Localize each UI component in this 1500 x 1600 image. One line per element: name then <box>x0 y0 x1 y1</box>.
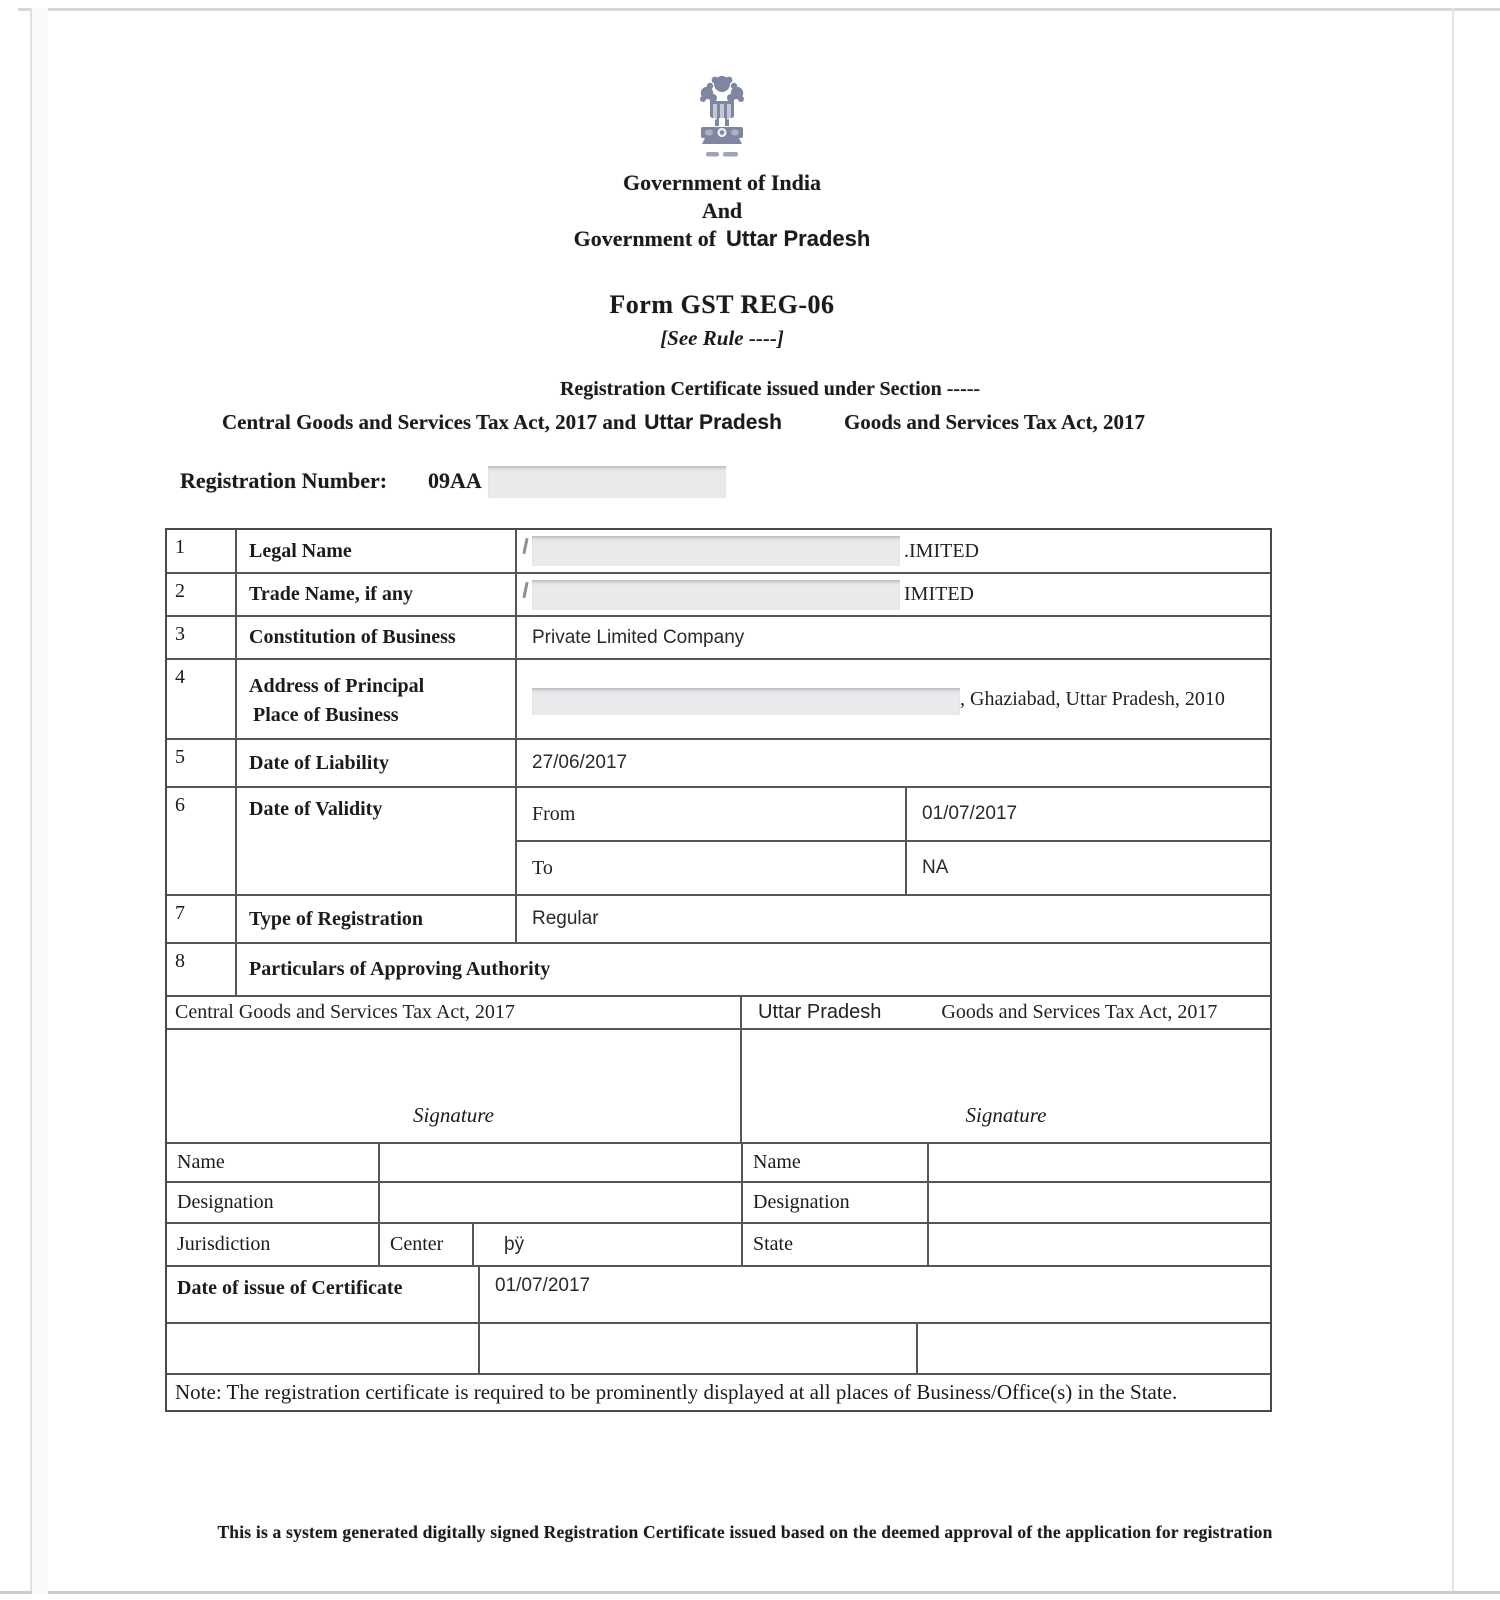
jurisdiction-center-value <box>474 1224 743 1265</box>
row-number: 1 <box>167 530 237 572</box>
empty-cell <box>167 1324 480 1373</box>
certificate-issued-line: Registration Certificate issued under Section ----- <box>559 378 981 400</box>
gov-of-state-title <box>0 226 1444 252</box>
validity-to-row <box>517 842 1270 894</box>
name-right-value <box>929 1144 1270 1181</box>
date-of-liability-value <box>517 740 1270 786</box>
act-left-text: Central Goods and Services Tax Act, 2017 and <box>222 410 637 434</box>
jurisdiction-label: Jurisdiction <box>167 1224 380 1265</box>
designation-right-label: Designation <box>743 1183 929 1222</box>
constitution-value-text: Private Limited Company <box>532 626 745 648</box>
trade-name-value <box>517 574 1270 615</box>
legal-name-label: Legal Name <box>237 530 517 572</box>
table-row-date-of-issue <box>167 1267 1270 1324</box>
jurisdiction-center-text: þÿ <box>504 1233 525 1255</box>
table-row-name <box>167 1144 1270 1183</box>
gov-of-text: Government of <box>573 226 717 251</box>
table-row-jurisdiction <box>167 1224 1270 1267</box>
form-title: Form GST REG-06 <box>609 290 835 319</box>
table-row-constitution <box>167 617 1270 660</box>
table-row-empty <box>167 1324 1270 1375</box>
constitution-value <box>517 617 1270 658</box>
designation-right-value <box>929 1183 1270 1222</box>
state-act-state-name: Uttar Pradesh <box>758 1001 882 1023</box>
row-number: 3 <box>167 617 237 658</box>
table-row-acts <box>167 997 1270 1030</box>
signature-left-cell: Signature <box>167 1030 742 1142</box>
row-number: 7 <box>167 896 237 942</box>
table-row-date-of-validity <box>167 788 1270 896</box>
table-row-signatures <box>167 1030 1270 1144</box>
date-of-validity-values <box>517 788 1270 894</box>
act-right-text: Goods and Services Tax Act, 2017 <box>843 410 1145 434</box>
row-number: 2 <box>167 574 237 615</box>
row-number: 6 <box>167 788 237 894</box>
see-rule-line: [See Rule ----] <box>660 326 784 350</box>
trade-name-suffix: IMITED <box>904 583 974 605</box>
validity-from-label: From <box>517 788 907 840</box>
scan-edge-bottom <box>0 1591 1500 1594</box>
scan-edge-right <box>1452 8 1454 1594</box>
table-row-approving-authority <box>167 944 1270 997</box>
acts-line <box>222 410 1145 435</box>
registration-number-redaction <box>488 466 726 498</box>
jurisdiction-state-label: State <box>743 1224 929 1265</box>
date-of-issue-label: Date of issue of Certificate <box>167 1267 480 1322</box>
address-label <box>237 660 517 738</box>
row-number: 5 <box>167 740 237 786</box>
note-text: Note: The registration certificate is required to be prominently displayed at all places of Business/Office(s) in the State. <box>175 1380 1178 1404</box>
table-row-address <box>167 660 1270 740</box>
jurisdiction-center-label: Center <box>380 1224 474 1265</box>
name-left-label: Name <box>167 1144 380 1181</box>
trade-name-redaction <box>532 580 900 610</box>
name-left-value <box>380 1144 743 1181</box>
signature-right-cell: Signature <box>965 1103 1047 1127</box>
empty-cell <box>918 1324 1270 1373</box>
date-of-liability-label: Date of Liability <box>237 740 517 786</box>
table-row-note <box>167 1375 1270 1410</box>
constitution-label: Constitution of Business <box>237 617 517 658</box>
validity-from-text: 01/07/2017 <box>922 803 1018 824</box>
designation-left-label: Designation <box>167 1183 380 1222</box>
state-act-cell <box>742 997 1270 1028</box>
trade-name-label: Trade Name, if any <box>237 574 517 615</box>
address-label-line2: Place of Business <box>253 704 399 726</box>
validity-to-text: NA <box>922 857 949 878</box>
validity-to-value <box>907 842 1270 894</box>
table-row-type-of-registration <box>167 896 1270 944</box>
gov-of-india-title: Government of India <box>623 170 821 195</box>
address-redaction <box>532 688 960 715</box>
address-label-line1: Address of Principal <box>249 675 425 697</box>
validity-from-row <box>517 788 1270 842</box>
type-of-registration-value <box>517 896 1270 942</box>
approving-authority-label: Particulars of Approving Authority <box>249 958 551 980</box>
state-name: Uttar Pradesh <box>726 226 871 251</box>
type-of-registration-text: Regular <box>532 908 599 929</box>
jurisdiction-state-value <box>929 1224 1270 1265</box>
system-generated-footer: This is a system generated digitally signed Registration Certificate issued based on the deemed approval of the application for registration <box>217 1522 1273 1542</box>
table-row-legal-name <box>167 530 1270 574</box>
act-state-text: Uttar Pradesh <box>644 411 782 434</box>
legal-name-suffix: .IMITED <box>904 539 979 562</box>
date-of-liability-text: 27/06/2017 <box>532 752 628 773</box>
certificate-table <box>165 528 1272 1412</box>
date-of-issue-value <box>480 1267 1270 1322</box>
empty-cell <box>480 1324 918 1373</box>
row-number: 4 <box>167 660 237 738</box>
table-row-trade-name <box>167 574 1270 617</box>
ashoka-emblem-icon <box>693 74 751 171</box>
registration-number-prefix: 09AA <box>428 468 482 493</box>
date-of-issue-text: 01/07/2017 <box>495 1275 591 1296</box>
address-value <box>517 660 1270 738</box>
validity-from-value <box>907 788 1270 840</box>
registration-number-label: Registration Number: <box>180 468 388 493</box>
table-row-date-of-liability <box>167 740 1270 788</box>
legal-name-redaction <box>532 536 900 566</box>
date-of-validity-label: Date of Validity <box>237 788 517 894</box>
row-number: 8 <box>167 944 237 995</box>
type-of-registration-label: Type of Registration <box>237 896 517 942</box>
state-act-name: Goods and Services Tax Act, 2017 <box>941 1001 1218 1023</box>
central-act-cell: Central Goods and Services Tax Act, 2017 <box>167 997 742 1028</box>
address-suffix: , Ghaziabad, Uttar Pradesh, 2010 <box>960 687 1225 710</box>
name-right-label: Name <box>743 1144 929 1181</box>
designation-left-value <box>380 1183 743 1222</box>
legal-name-value <box>517 530 1270 572</box>
table-row-designation <box>167 1183 1270 1224</box>
and-word: And <box>701 198 743 223</box>
scan-edge-top <box>18 8 1500 11</box>
validity-to-label: To <box>517 842 907 894</box>
